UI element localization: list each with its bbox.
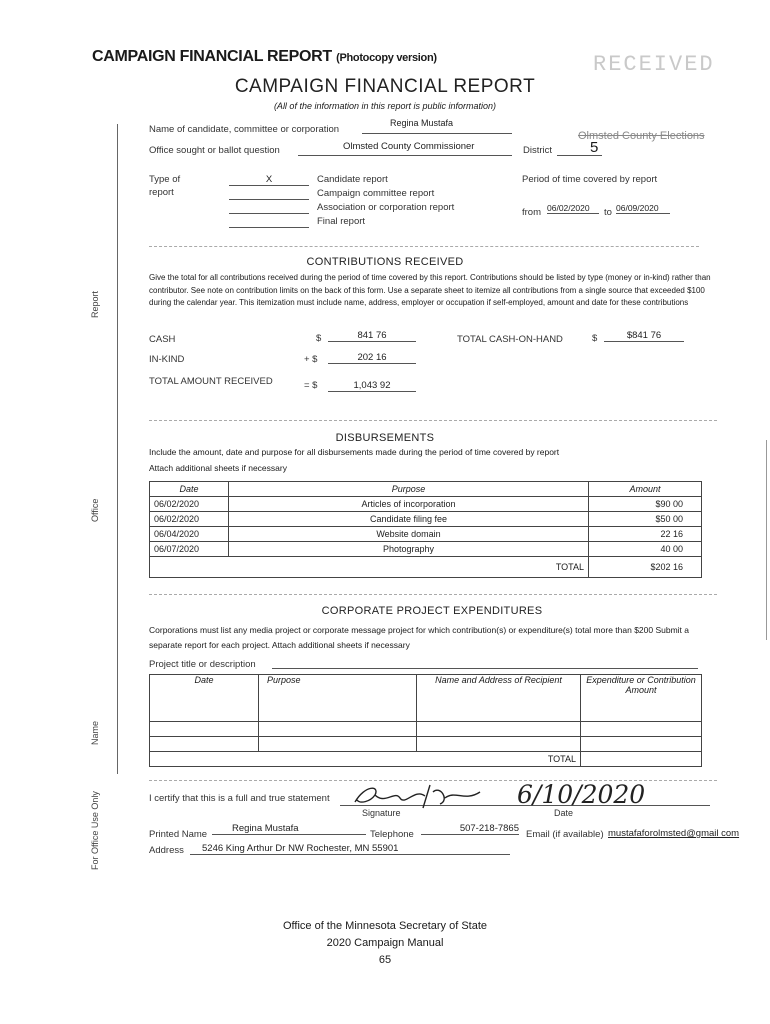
project-line[interactable] <box>272 668 698 669</box>
total-received-value: 1,043 92 <box>328 380 416 392</box>
to-label: to <box>604 207 612 218</box>
cash-on-hand-label: TOTAL CASH-ON-HAND <box>457 334 563 345</box>
name-label: Name of candidate, committee or corporation <box>149 124 340 135</box>
corporate-heading: CORPORATE PROJECT EXPENDITURES <box>321 605 543 617</box>
row-date: 06/04/2020 <box>150 527 229 542</box>
corporate-table <box>149 674 702 767</box>
office-label: Office sought or ballot question <box>149 145 280 156</box>
signature <box>345 780 495 810</box>
row-amount: $50 00 <box>589 512 702 527</box>
telephone-label: Telephone <box>370 829 414 840</box>
header-date: Date <box>150 482 229 497</box>
name-value: Regina Mustafa <box>390 118 454 128</box>
page-number: 65 <box>378 954 392 966</box>
row-purpose: Articles of incorporation <box>229 497 589 512</box>
disbursements-table <box>149 481 702 578</box>
header-recipient: Name and Address of Recipient <box>417 675 581 722</box>
table-row <box>150 497 702 512</box>
district-value: 5 <box>590 139 599 156</box>
cash-sym: $ <box>316 333 322 344</box>
received-stamp: RECEIVED <box>593 52 715 77</box>
footer-line-2: 2020 Campaign Manual <box>326 937 444 949</box>
table-row <box>150 512 702 527</box>
to-value: 06/09/2020 <box>616 203 670 214</box>
from-label: from <box>522 207 541 218</box>
disbursements-text-1: Include the amount, date and purpose for all disbursements made during the period of time covered by report <box>149 447 560 457</box>
corporate-total-label: TOTAL <box>150 752 581 767</box>
period-label: Period of time covered by report <box>522 174 658 185</box>
office-line <box>298 155 512 156</box>
row-date: 06/02/2020 <box>150 497 229 512</box>
table-row <box>150 737 702 752</box>
total-label: TOTAL <box>150 557 589 578</box>
address-label: Address <box>149 845 184 856</box>
email-label: Email (if available) <box>526 829 604 840</box>
side-label-report: Report <box>90 290 100 318</box>
table-total-row <box>150 752 702 767</box>
row-purpose: Photography <box>229 542 589 557</box>
type-option-mark <box>229 216 309 228</box>
telephone-value: 507-218-7865 <box>421 823 519 835</box>
header-purpose: Purpose <box>259 675 417 722</box>
form-subtitle: (All of the information in this report is public information) <box>273 101 497 111</box>
side-label-office-use: For Office Use Only <box>90 791 100 870</box>
signature-label: Signature <box>362 808 401 818</box>
inkind-sym: + $ <box>304 354 318 365</box>
cash-on-hand-value: $841 76 <box>604 330 684 342</box>
table-header-row <box>150 675 702 722</box>
row-date: 06/07/2020 <box>150 542 229 557</box>
top-title <box>92 48 437 66</box>
certify-label: I certify that this is a full and true statement <box>149 793 330 804</box>
corporate-text: Corporations must list any media project or corporate message project for which contribution(s) or expenditure(s) total more than $200 Submit a separate report for each project. Attach additional sheets if necessary <box>149 625 690 650</box>
disbursements-text-2: Attach additional sheets if necessary <box>149 463 287 473</box>
header-amount: Amount <box>589 482 702 497</box>
printed-name-value: Regina Mustafa <box>212 823 366 835</box>
row-purpose: Candidate filing fee <box>229 512 589 527</box>
top-title-text: CAMPAIGN FINANCIAL REPORT <box>92 48 332 65</box>
district-label: District <box>523 145 553 156</box>
separator <box>149 246 699 247</box>
type-option-label: Campaign committee report <box>317 188 435 199</box>
header-date: Date <box>150 675 259 722</box>
row-amount: 40 00 <box>589 542 702 557</box>
cash-label: CASH <box>149 334 176 345</box>
table-header-row <box>150 482 702 497</box>
header-expenditure: Expenditure or Contribution Amount <box>581 675 702 722</box>
cash-value: 841 76 <box>328 330 416 342</box>
type-label-2: report <box>149 187 174 198</box>
type-option-mark <box>229 202 309 214</box>
printed-name-label: Printed Name <box>149 829 208 840</box>
from-value: 06/02/2020 <box>547 203 599 214</box>
row-date: 06/02/2020 <box>150 512 229 527</box>
row-amount: 22 16 <box>589 527 702 542</box>
row-amount: $90 00 <box>589 497 702 512</box>
cash-on-hand-sym: $ <box>592 333 598 344</box>
side-label-office: Office <box>90 498 100 522</box>
office-stray-text: Olmsted County Elections <box>578 130 705 142</box>
footer-line-1: Office of the Minnesota Secretary of State <box>282 920 487 932</box>
table-row <box>150 542 702 557</box>
form-title: CAMPAIGN FINANCIAL REPORT <box>234 76 536 97</box>
type-option-mark: X <box>229 174 309 186</box>
table-row <box>150 722 702 737</box>
page-edge-right <box>766 440 767 640</box>
contributions-heading: CONTRIBUTIONS RECEIVED <box>306 256 464 268</box>
email-value: mustafaforolmsted@gmail com <box>608 828 740 839</box>
type-option-label: Final report <box>317 216 366 227</box>
row-purpose: Website domain <box>229 527 589 542</box>
table-total-row <box>150 557 702 578</box>
total-value: $202 16 <box>589 557 702 578</box>
contributions-text: Give the total for all contributions received during the period of time covered by this report. Contributions should be listed by type (money or in-kind) rather than contributor. See note on contribution limits on the back of this form. Use a separate sheet to itemize all contributions from a single source that exceeded $100 during the calendar year. This itemization must include name, address, employer or occupation if self-employed, amount and date for these contributions <box>149 273 711 307</box>
type-option-label: Candidate report <box>317 174 388 185</box>
type-option-label: Association or corporation report <box>317 202 455 213</box>
office-value: Olmsted County Commissioner <box>343 141 475 152</box>
address-value: 5246 King Arthur Dr NW Rochester, MN 55901 <box>190 843 510 855</box>
top-subtitle: (Photocopy version) <box>336 52 437 64</box>
disbursements-heading: DISBURSEMENTS <box>335 432 435 444</box>
signed-date: 6/10/2020 <box>517 780 646 809</box>
table-row <box>150 527 702 542</box>
separator <box>149 420 717 421</box>
name-line <box>362 133 512 134</box>
project-label: Project title or description <box>149 659 256 670</box>
side-rule <box>117 124 118 774</box>
date-label: Date <box>554 808 574 818</box>
type-option-mark <box>229 188 309 200</box>
type-label-1: Type of <box>149 174 181 185</box>
total-received-sym: = $ <box>304 380 318 391</box>
header-purpose: Purpose <box>229 482 589 497</box>
separator <box>149 594 717 595</box>
inkind-value: 202 16 <box>328 352 416 364</box>
inkind-label: IN-KIND <box>149 354 185 365</box>
total-received-label: TOTAL AMOUNT RECEIVED <box>149 376 273 387</box>
side-label-name: Name <box>90 720 100 745</box>
